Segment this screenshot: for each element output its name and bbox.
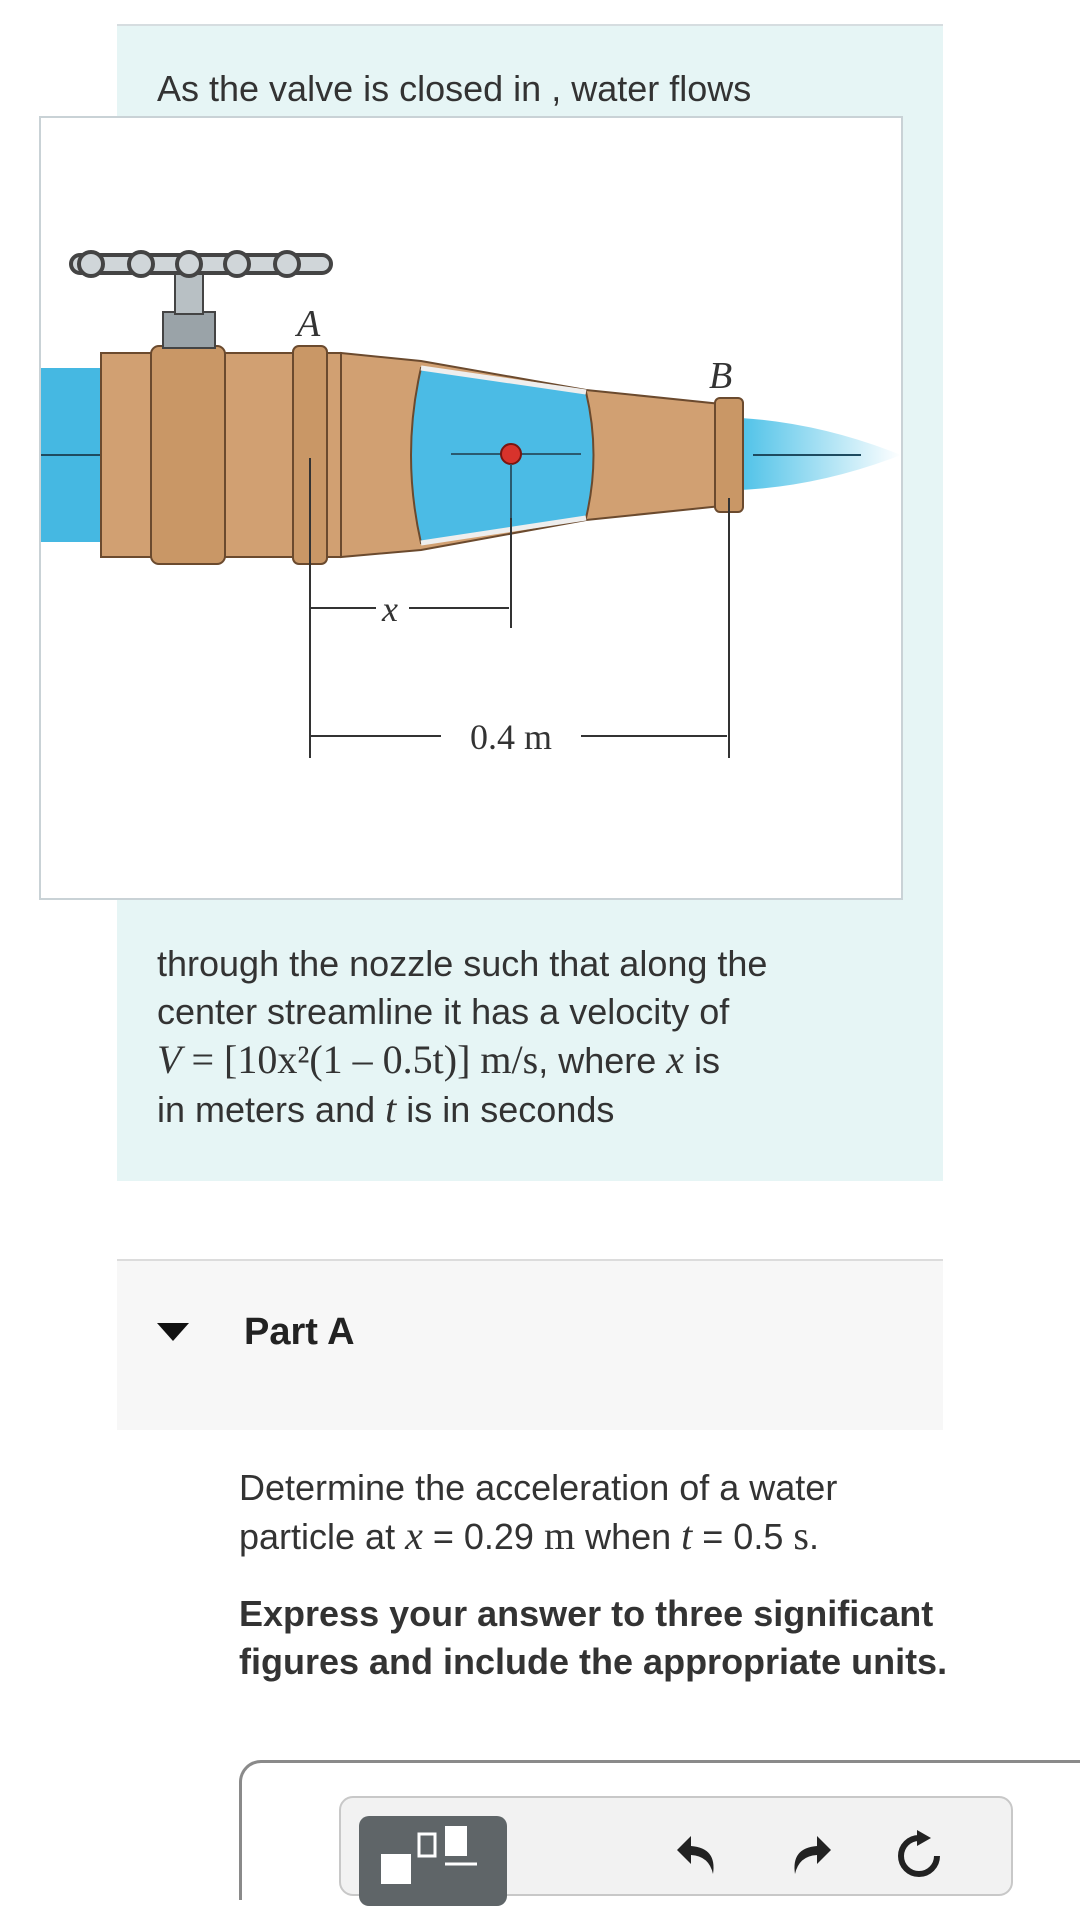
valve-handle bbox=[71, 252, 331, 276]
flange-b bbox=[715, 398, 743, 512]
var-t: t bbox=[385, 1086, 397, 1131]
q-t-value: = 0.5 bbox=[692, 1516, 794, 1557]
undo-icon[interactable] bbox=[671, 1828, 727, 1884]
q-var-t: t bbox=[681, 1513, 693, 1558]
q-unit-s: s bbox=[793, 1513, 809, 1558]
eq-equals: = bbox=[181, 1037, 224, 1082]
nozzle-diagram bbox=[41, 118, 905, 902]
text-where: , where bbox=[538, 1040, 667, 1081]
valve-collar bbox=[151, 346, 225, 564]
water-particle bbox=[501, 444, 521, 464]
dimension-label: 0.4 m bbox=[469, 717, 553, 757]
q-x-value: = 0.29 bbox=[422, 1516, 544, 1557]
problem-line-4a: in meters and bbox=[157, 1089, 386, 1130]
question-line-1: Determine the acceleration of a water bbox=[239, 1467, 838, 1508]
reset-icon[interactable] bbox=[891, 1828, 947, 1884]
label-b: B bbox=[709, 355, 733, 397]
label-x: x bbox=[382, 589, 398, 629]
text-is: is bbox=[684, 1040, 721, 1081]
problem-line-4b: is in seconds bbox=[396, 1089, 615, 1130]
var-x: x bbox=[666, 1037, 685, 1082]
q-var-x: x bbox=[405, 1513, 423, 1558]
label-a: A bbox=[297, 303, 321, 345]
math-toolbar bbox=[339, 1796, 1013, 1896]
velocity-equation: [10x²(1 – 0.5t)] m/s bbox=[224, 1037, 539, 1082]
problem-line-2: center streamline it has a velocity of bbox=[157, 991, 730, 1032]
problem-figure bbox=[39, 116, 903, 900]
part-title: Part A bbox=[244, 1311, 355, 1353]
eq-velocity-symbol: V bbox=[157, 1037, 182, 1082]
answer-instruction: Express your answer to three significant figures and include the appropriate units. bbox=[239, 1593, 948, 1682]
q-end: . bbox=[808, 1516, 819, 1557]
part-a-header[interactable] bbox=[117, 1259, 943, 1430]
templates-icon bbox=[359, 1816, 507, 1906]
question-line-2: particle at bbox=[239, 1516, 406, 1557]
collapse-caret-icon[interactable] bbox=[157, 1323, 189, 1341]
redo-icon[interactable] bbox=[781, 1828, 837, 1884]
problem-text bbox=[157, 940, 917, 1134]
problem-intro: As the valve is closed in , water flows bbox=[157, 68, 752, 109]
part-question bbox=[239, 1464, 999, 1561]
templates-button[interactable] bbox=[359, 1816, 507, 1906]
problem-line-1: through the nozzle such that along the bbox=[157, 943, 768, 984]
q-unit-m: m bbox=[543, 1513, 576, 1558]
q-when: when bbox=[575, 1516, 682, 1557]
